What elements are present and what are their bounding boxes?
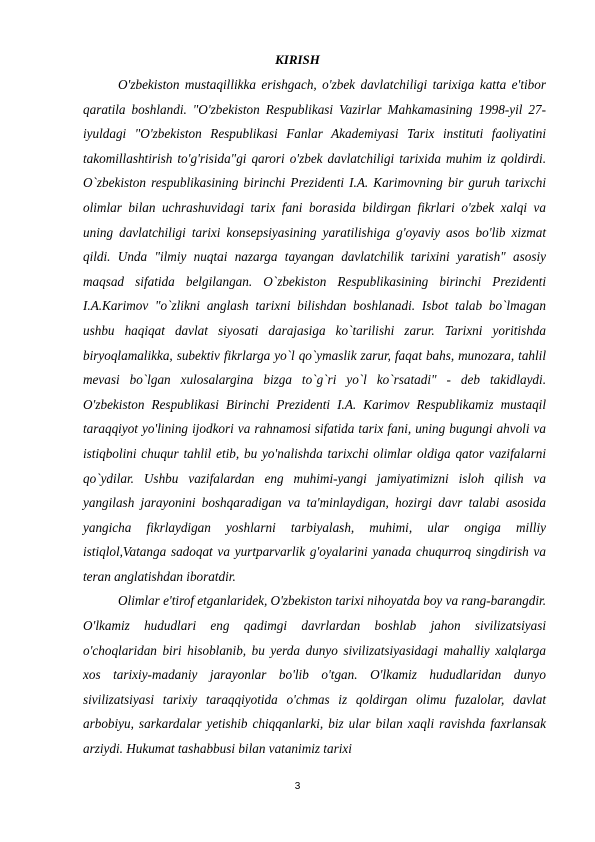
paragraph-2: Olimlar e'tirof etganlaridek, O'zbekiston tarixi nihoyatda boy va rang-barangdir. O'lkamiz hududlari eng qadimgi davrlardan boshlab jahon sivilizatsiyasi o'choqlaridan biri hisoblanib, bu yerda dunyo sivilizatsiyasidagi mahalliy xalqlarga xos tarixiy-madaniy jarayonlar bo'lib o'tgan. O'lkamiz hududlaridan dunyo sivilizatsiyasi tarixiy taraqqiyotida o'chmas iz qoldirgan olimu fuzalolar, davlat arbobiyu, sarkardalar yetishib chiqqanlarki, biz ular bilan xaqli ravishda faxrlansak arziydi. Hukumat tashabbusi bilan vatanimiz tarixi <box>83 593 546 757</box>
paragraph-1: O'zbekiston mustaqillikka erishgach, o'zbek davlatchiligi tarixiga katta e'tibor qaratila boshlandi. "O'zbekiston Respublikasi Vazirlar Mahkamasining 1998-yil 27-iyuldagi "O'zbekiston Respublikasi Fanlar Akademiyasi Tarix instituti faoliyatini takomillashtirish to'g'risida"gi qarori o'zbek davlatchiligi tarixida muhim iz qoldirdi. O`zbekiston respublikasining birinchi Prezidenti I.A. Karimovning bir guruh tarixchi olimlar bilan uchrashuvidagi tarix fani borasida bildirgan fikrlari o'zbek xalqi va uning davlatchiligi tarixi konsepsiyasining yaratilishiga g'oyaviy asos bo'lib xizmat qildi. Unda "ilmiy nuqtai nazarga tayangan davlatchilik tarixini yaratish" asosiy maqsad sifatida belgilangan. O`zbekiston Respublikasining birinchi Prezidenti I.A.Karimov "o`zlikni anglash tarixni bilishdan boshlanadi. Isbot talab bo`lmagan ushbu haqiqat davlat siyosati darajasiga ko`tarilishi zarur. Tarixni yoritishda biryoqlamalikka, subektiv fikrlarga yo`l qo`ymaslik zarur, faqat bahs, munozara, tahlil mevasi bo`lgan xulosalargina bizga to`g`ri yo`l ko`rsatadi" - deb takidlaydi. O'zbekiston Respublikasi Birinchi Prezidenti I.A. Karimov Respublikamiz mustaqil taraqqiyot yo'lining ijodkori va rahnamosi sifatida tarix fani, uning bugungi ahvoli va istiqbolini chuqur tahlil etib, bu yo'nalishda tarixchi olimlar oldiga qator vazifalarni qo`ydilar. Ushbu vazifalardan eng muhimi-yangi jamiyatimizni isloh qilish va yangilash jarayonini boshqaradigan va ta'minlaydigan, hozirgi davr talabi asosida yangicha fikrlaydigan yoshlarni tarbiyalash, muhimi, ular ongiga milliy istiqlol,Vatanga sadoqat va yurtparvarlik g'oyalarini yanada chuqurroq singdirish va teran anglatishdan iboratdir. <box>83 77 546 584</box>
body-text <box>83 73 546 762</box>
section-heading: KIRISH <box>275 52 320 67</box>
page-number: 3 <box>294 781 301 792</box>
